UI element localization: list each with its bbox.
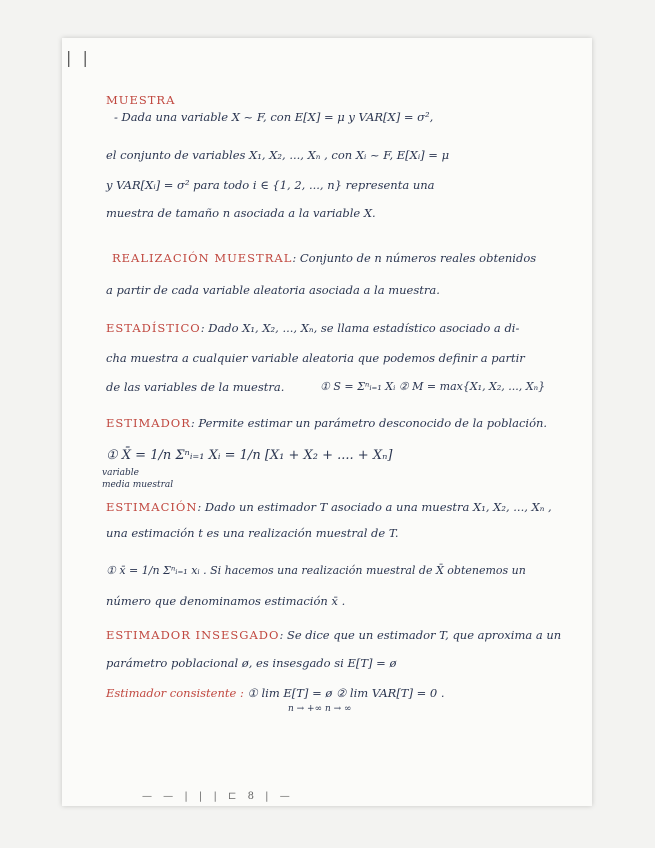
insesgado-definition: : Se dice que un estimador T, que aproxima a un (279, 628, 562, 642)
consistente-limits: n → +∞ n → ∞ (288, 704, 352, 714)
heading-estadistico: ESTADÍSTICO (106, 321, 201, 335)
insesgado-line-2: parámetro poblacional ø, es insesgado si E[T] = ø (106, 656, 397, 670)
footer-scribble: — — | | | ⊏ 8 | — (142, 791, 294, 802)
estimador-note-line-1: variable (102, 468, 139, 478)
estadistico-line-3: de las variables de la muestra. (106, 380, 285, 394)
consistente-line (106, 686, 592, 700)
margin-marks: | | (66, 48, 91, 67)
estadistico-line-1 (106, 321, 592, 335)
heading-estimador: ESTIMADOR (106, 416, 191, 430)
muestra-line-4: muestra de tamaño n asociada a la variable X. (106, 206, 376, 220)
estimacion-line-2: una estimación t es una realización muestral de T. (106, 526, 399, 540)
heading-estimacion: ESTIMACIÓN (106, 500, 198, 514)
consistente-formula: ① lim E[T] = ø ② lim VAR[T] = 0 . (247, 686, 445, 700)
muestra-line-1: - Dada una variable X ~ F, con E[X] = μ y VAR[X] = σ², (114, 110, 434, 124)
muestra-line-2: el conjunto de variables X₁, X₂, ..., Xₙ , con Xᵢ ~ F, E[Xᵢ] = μ (106, 148, 450, 162)
insesgado-line-1 (106, 628, 592, 642)
estimador-formula: ① X̄ = 1/n Σⁿᵢ₌₁ Xᵢ = 1/n [X₁ + X₂ + .... + Xₙ] (106, 448, 393, 463)
heading-muestra: MUESTRA (106, 93, 176, 107)
estimador-note-line-2: media muestral (102, 480, 174, 490)
heading-consistente: Estimador consistente : (106, 686, 244, 700)
estimacion-line-3: número que denominamos estimación x̄ . (106, 594, 346, 608)
muestra-line-3: y VAR[Xᵢ] = σ² para todo i ∈ {1, 2, ..., n} representa una (106, 178, 435, 192)
heading-insesgado: ESTIMADOR INSESGADO (106, 628, 280, 642)
realizacion-line-2: a partir de cada variable aleatoria asociada a la muestra. (106, 283, 440, 297)
estimador-definition: : Permite estimar un parámetro desconocido de la población. (190, 416, 548, 430)
realizacion-line-1 (112, 251, 592, 265)
realizacion-definition: : Conjunto de n números reales obtenidos (292, 251, 537, 265)
estimacion-formula: ① x̄ = 1/n Σⁿᵢ₌₁ xᵢ . Si hacemos una realización muestral de X̄ obtenemos un (106, 564, 526, 577)
estimacion-definition: : Dado un estimador T asociado a una muestra X₁, X₂, ..., Xₙ , (197, 500, 552, 514)
estadistico-line-2: cha muestra a cualquier variable aleatoria que podemos definir a partir (106, 351, 525, 365)
estimacion-line-1 (106, 500, 592, 514)
estadistico-formula: ① S = Σⁿᵢ₌₁ Xᵢ ② M = max{X₁, X₂, ..., Xₙ} (320, 380, 546, 393)
heading-realizacion: REALIZACIÓN MUESTRAL (112, 251, 293, 265)
notebook-page (62, 38, 592, 806)
estadistico-definition: : Dado X₁, X₂, ..., Xₙ, se llama estadístico asociado a di- (200, 321, 520, 335)
estimador-line-1 (106, 416, 592, 430)
